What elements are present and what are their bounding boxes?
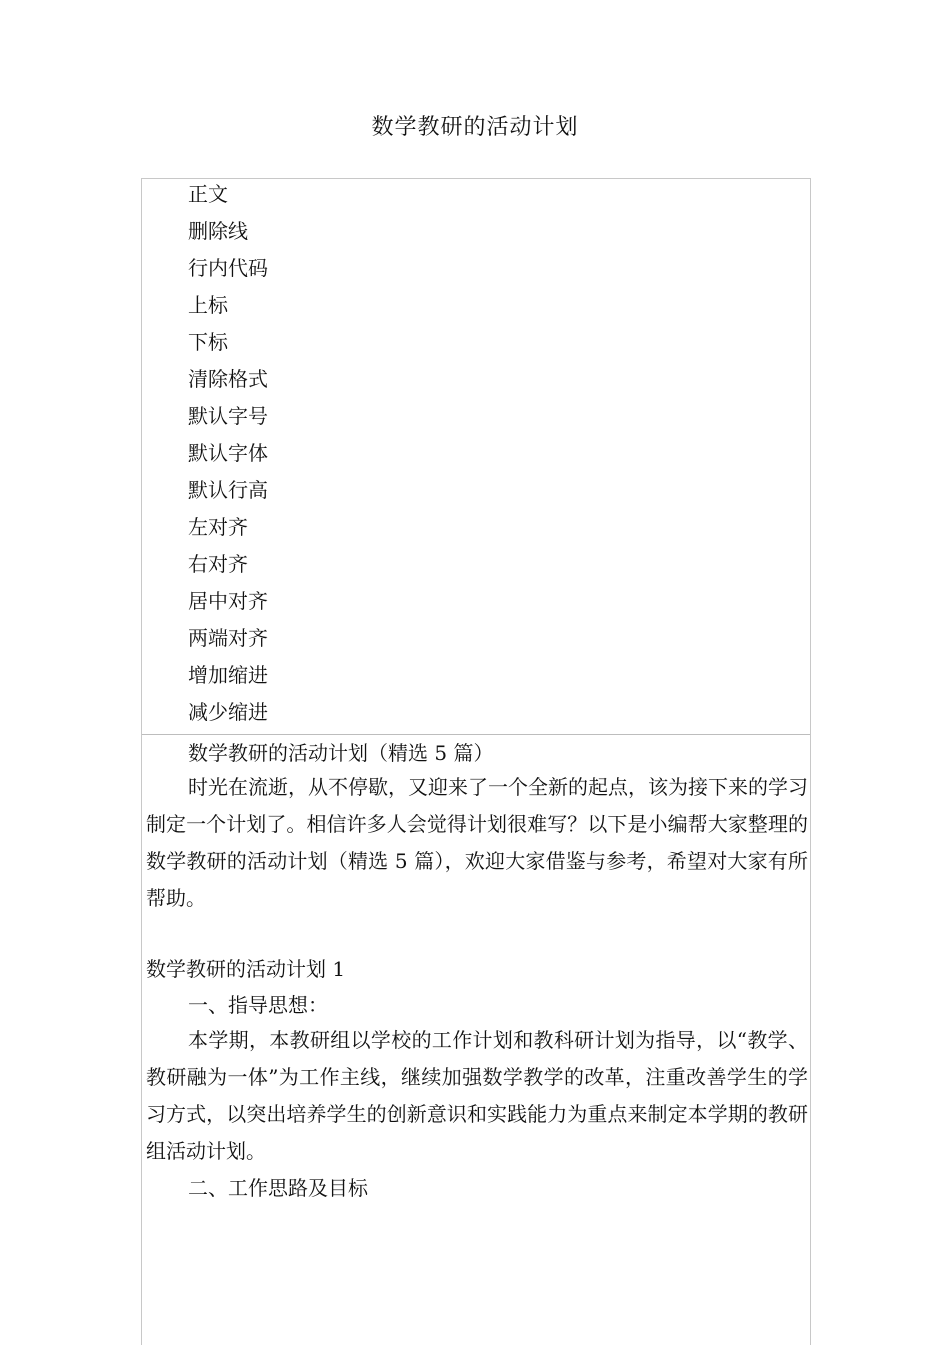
menu-item-align-left[interactable]: 左对齐 (188, 515, 248, 539)
menu-item-align-right[interactable]: 右对齐 (188, 552, 248, 576)
menu-item-clear-format[interactable]: 清除格式 (188, 367, 268, 391)
menu-item-inline-code[interactable]: 行内代码 (188, 256, 268, 280)
menu-item-default-font[interactable]: 默认字体 (188, 441, 268, 465)
document-subtitle: 数学教研的活动计划（精选 5 篇） (188, 741, 494, 765)
heading-work-ideas: 二、工作思路及目标 (188, 1176, 368, 1200)
menu-item-decrease-indent[interactable]: 减少缩进 (188, 700, 268, 724)
section-title: 数学教研的活动计划 1 (146, 957, 346, 981)
menu-item-default-line-height[interactable]: 默认行高 (188, 478, 268, 502)
heading-guiding-ideology: 一、指导思想： (188, 993, 328, 1017)
guiding-ideology-paragraph: 本学期，本教研组以学校的工作计划和教科研计划为指导，以“教学、教研融为一体”为工作主线，继续加强数学教学的改革，注重改善学生的学习方式，以突出培养学生的创新意识和实践能力为重点来制定本学期的教研组活动计划。 (146, 1028, 808, 1163)
menu-item-align-center[interactable]: 居中对齐 (188, 589, 268, 613)
intro-paragraph: 时光在流逝，从不停歇，又迎来了一个全新的起点，该为接下来的学习制定一个计划了。相信许多人会觉得计划很难写？以下是小编帮大家整理的数学教研的活动计划（精选 5 篇），欢迎大家借鉴与参考，希望对大家有所帮助。 (146, 775, 808, 910)
menu-item-strikethrough[interactable]: 删除线 (188, 219, 248, 243)
menu-item-normal-text[interactable]: 正文 (188, 182, 228, 206)
menu-item-superscript[interactable]: 上标 (188, 293, 228, 317)
menu-item-justify[interactable]: 两端对齐 (188, 626, 268, 650)
page-title: 数学教研的活动计划 (371, 115, 579, 140)
menu-item-default-font-size[interactable]: 默认字号 (188, 404, 268, 428)
document-frame (141, 178, 811, 1345)
menu-item-subscript[interactable]: 下标 (188, 330, 228, 354)
menu-item-increase-indent[interactable]: 增加缩进 (188, 663, 268, 687)
format-menu (142, 179, 810, 735)
